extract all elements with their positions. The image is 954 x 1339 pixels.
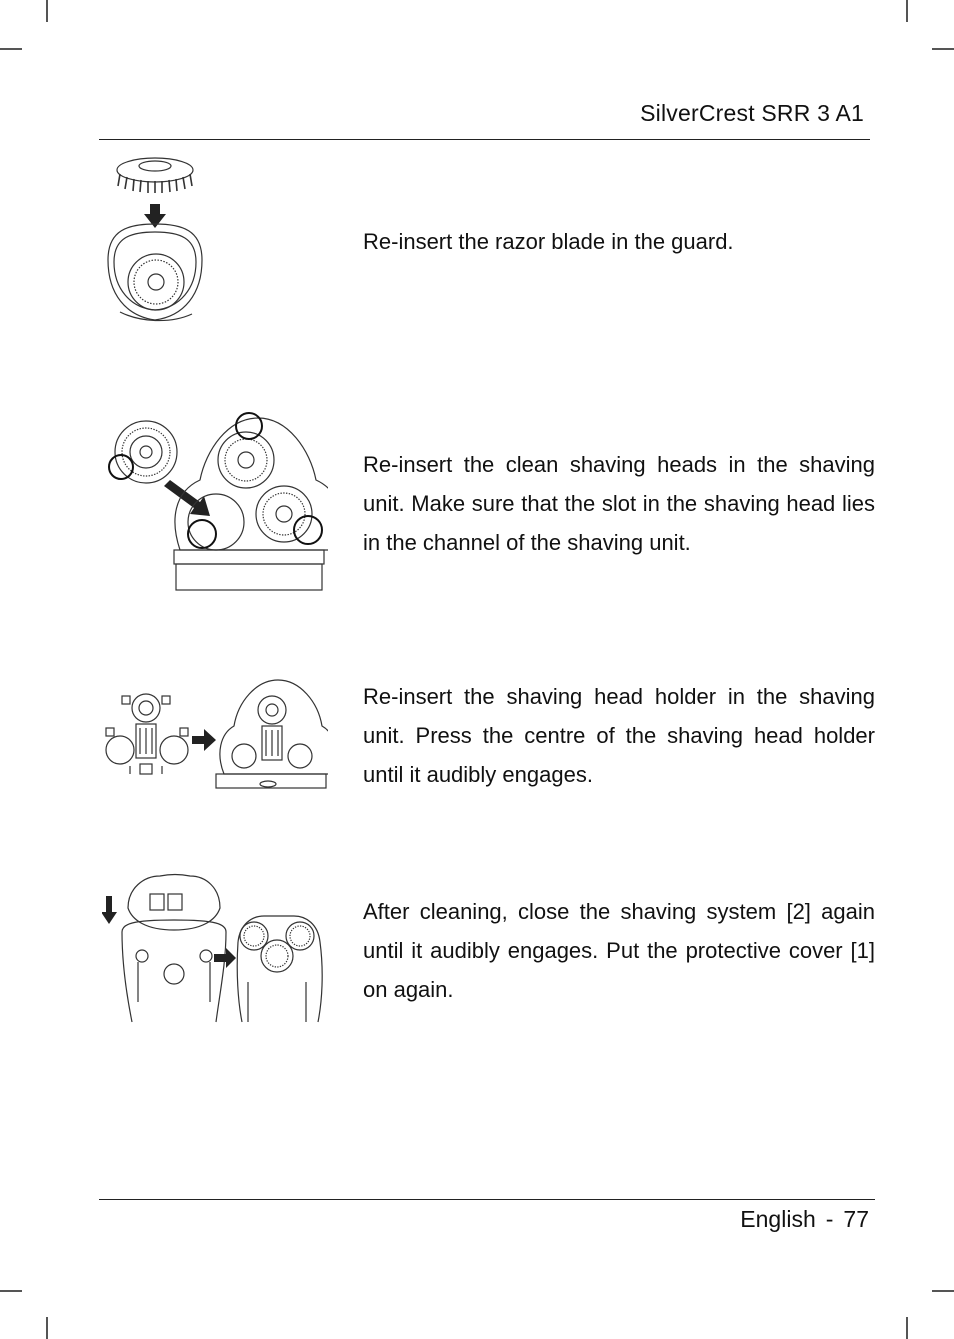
page-number: 77 <box>843 1206 869 1232</box>
head-holder-insert-illustration <box>100 676 328 792</box>
step-2-text: Re-insert the clean shaving heads in the shaving unit. Make sure that the slot in the shaving head lies in the channel of the shaving unit. <box>363 452 875 555</box>
shaving-heads-insert-illustration <box>104 410 328 594</box>
footer-divider <box>99 1199 875 1200</box>
crop-mark <box>906 0 908 22</box>
page-footer <box>740 1206 869 1233</box>
page-header-title: SilverCrest SRR 3 A1 <box>640 100 864 126</box>
header-divider <box>99 139 870 140</box>
crop-mark <box>932 48 954 50</box>
crop-mark <box>46 1317 48 1339</box>
step-3-text: Re-insert the shaving head holder in the shaving unit. Press the centre of the shaving head holder until it audibly engages. <box>363 684 875 787</box>
crop-mark <box>932 1290 954 1292</box>
crop-mark <box>906 1317 908 1339</box>
razor-blade-guard-illustration <box>100 152 212 330</box>
crop-mark <box>0 48 22 50</box>
crop-mark <box>46 0 48 22</box>
step-4-text: After cleaning, close the shaving system [2] again until it audibly engages. Put the protective cover [1] on again. <box>363 899 875 1002</box>
footer-separator: - <box>825 1206 834 1232</box>
footer-language: English <box>740 1206 816 1232</box>
close-shaving-system-illustration <box>102 872 328 1024</box>
crop-mark <box>0 1290 22 1292</box>
step-1-text: Re-insert the razor blade in the guard. <box>363 229 734 254</box>
